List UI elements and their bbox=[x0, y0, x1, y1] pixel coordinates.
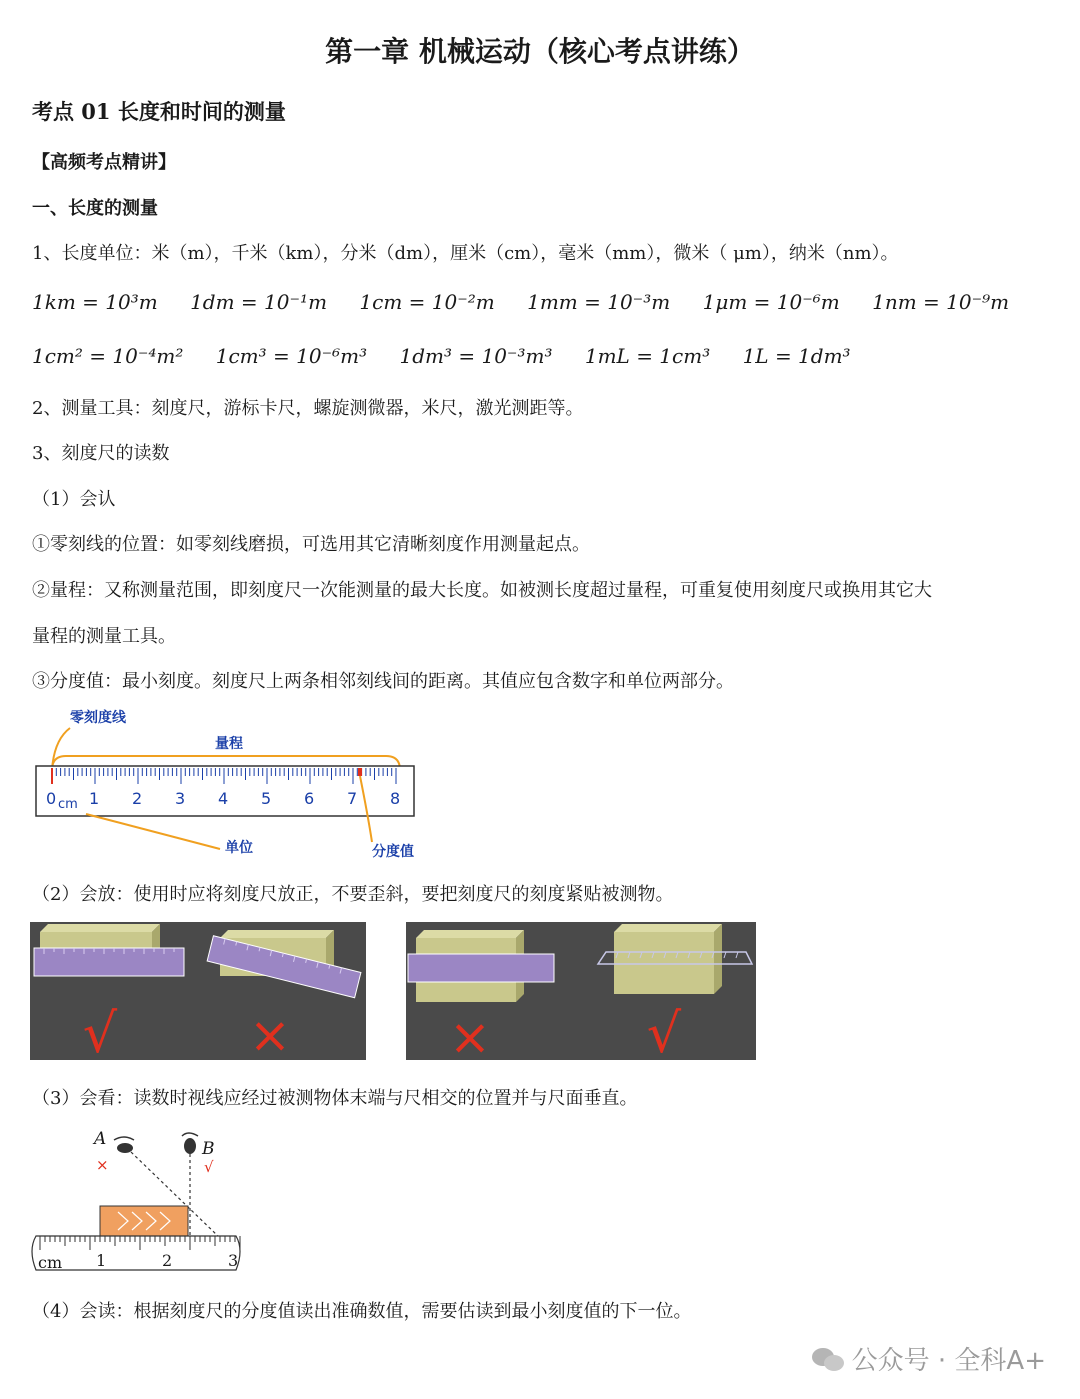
watermark-text: 公众号 · 全科A+ bbox=[851, 1346, 1046, 1376]
ruler-number: 3 bbox=[175, 789, 186, 808]
wechat-icon bbox=[812, 1348, 846, 1372]
conversion-item: 1mL = 1cm³ bbox=[584, 344, 711, 368]
know-item-division: ③分度值：最小刻度。刻度尺上两条相邻刻线间的距离。其值应包含数字和单位两部分。 bbox=[32, 671, 734, 692]
correct-mark: √ bbox=[646, 1002, 682, 1060]
know-item-zero: ①零刻线的位置：如零刻线磨损，可选用其它清晰刻度作用测量起点。 bbox=[32, 534, 590, 555]
conversion-item: 1cm² = 10⁻⁴m² bbox=[32, 344, 184, 368]
know-item-range: ②量程：又称测量范围，即刻度尺一次能测量的最大长度。如被测长度超过量程，可重复使用刻度尺或换用其它大 bbox=[32, 580, 932, 601]
know-item-range-cont: 量程的测量工具。 bbox=[32, 626, 176, 647]
conversion-item: 1mm = 10⁻³m bbox=[527, 290, 671, 314]
wrong-mark: × bbox=[249, 1006, 291, 1060]
correct-mark: √ bbox=[82, 1002, 118, 1060]
conversion-line-1 bbox=[32, 290, 1035, 314]
ruler-number: 1 bbox=[89, 789, 100, 808]
placement-panel-right bbox=[406, 922, 756, 1060]
unit-pointer bbox=[86, 814, 220, 849]
conversion-item: 1km = 10³m bbox=[32, 290, 158, 314]
conversion-item: 1μm = 10⁻⁶m bbox=[702, 290, 840, 314]
ruler-number: 1 bbox=[96, 1251, 107, 1270]
division-mark bbox=[358, 768, 362, 776]
wrong-mark: × bbox=[96, 1156, 109, 1174]
units-line: 1、长度单位：米（m），千米（km），分米（dm），厘米（cm），毫米（mm），微米（ μm），纳米（nm）。 bbox=[32, 243, 899, 264]
eye-a-icon bbox=[117, 1143, 133, 1153]
ruler-number: 3 bbox=[228, 1251, 239, 1270]
heading-length-measurement: 一、长度的测量 bbox=[32, 198, 158, 219]
eye-a-label: A bbox=[94, 1129, 107, 1149]
correct-mark: √ bbox=[204, 1158, 214, 1176]
ruler-straight bbox=[34, 948, 184, 976]
measured-object bbox=[100, 1206, 188, 1236]
wrong-mark: × bbox=[449, 1008, 491, 1060]
zero-mark-label: 零刻度线 bbox=[70, 710, 126, 726]
ruler-number: 6 bbox=[304, 789, 315, 808]
ruler-raised bbox=[408, 954, 554, 982]
conversion-item: 1cm = 10⁻²m bbox=[359, 290, 495, 314]
ruler-number: 7 bbox=[347, 789, 358, 808]
read-line: （4）会读：根据刻度尺的分度值读出准确数值，需要估读到最小刻度值的下一位。 bbox=[32, 1301, 692, 1322]
conversion-item: 1dm = 10⁻¹m bbox=[190, 290, 328, 314]
range-label: 量程 bbox=[215, 736, 243, 752]
conversion-item: 1cm³ = 10⁻⁶m³ bbox=[215, 344, 368, 368]
placement-panel-left bbox=[30, 922, 366, 1060]
ruler-number: 0 bbox=[46, 789, 57, 808]
section-heading: 考点 01 长度和时间的测量 bbox=[32, 99, 286, 124]
reading-heading: 3、刻度尺的读数 bbox=[32, 443, 170, 464]
conversion-item: 1dm³ = 10⁻³m³ bbox=[399, 344, 553, 368]
look-line: （3）会看：读数时视线应经过被测物体末端与尺相交的位置并与尺面垂直。 bbox=[32, 1088, 638, 1109]
eye-b-label: B bbox=[202, 1139, 215, 1159]
ruler-body bbox=[32, 1236, 240, 1270]
line-of-sight-diagram bbox=[28, 1124, 250, 1280]
ruler-number: 2 bbox=[162, 1251, 173, 1270]
zero-pointer bbox=[52, 728, 70, 770]
ruler-number: 4 bbox=[218, 789, 229, 808]
conversion-item: 1L = 1dm³ bbox=[742, 344, 851, 368]
division-label: 分度值 bbox=[372, 844, 414, 860]
place-line: （2）会放：使用时应将刻度尺放正，不要歪斜，要把刻度尺的刻度紧贴被测物。 bbox=[32, 884, 674, 905]
ruler-number: 2 bbox=[132, 789, 143, 808]
ruler-unit: cm bbox=[38, 1253, 63, 1272]
ruler-number: 5 bbox=[261, 789, 272, 808]
ruler-diagram bbox=[30, 704, 430, 866]
ruler-numbers bbox=[46, 789, 400, 808]
page-title: 第一章 机械运动（核心考点讲练） bbox=[325, 35, 755, 68]
subsection-tag: 【高频考点精讲】 bbox=[32, 152, 176, 173]
tools-line: 2、测量工具：刻度尺，游标卡尺，螺旋测微器，米尺，激光测距等。 bbox=[32, 398, 584, 419]
conversion-item: 1nm = 10⁻⁹m bbox=[872, 290, 1010, 314]
conversion-line-2 bbox=[32, 344, 877, 368]
ruler-unit: cm bbox=[58, 797, 78, 812]
ruler-number: 8 bbox=[390, 789, 401, 808]
know-heading: （1）会认 bbox=[32, 489, 116, 510]
unit-label: 单位 bbox=[225, 840, 253, 856]
watermark bbox=[812, 1340, 1046, 1377]
eye-b-icon bbox=[184, 1138, 196, 1154]
